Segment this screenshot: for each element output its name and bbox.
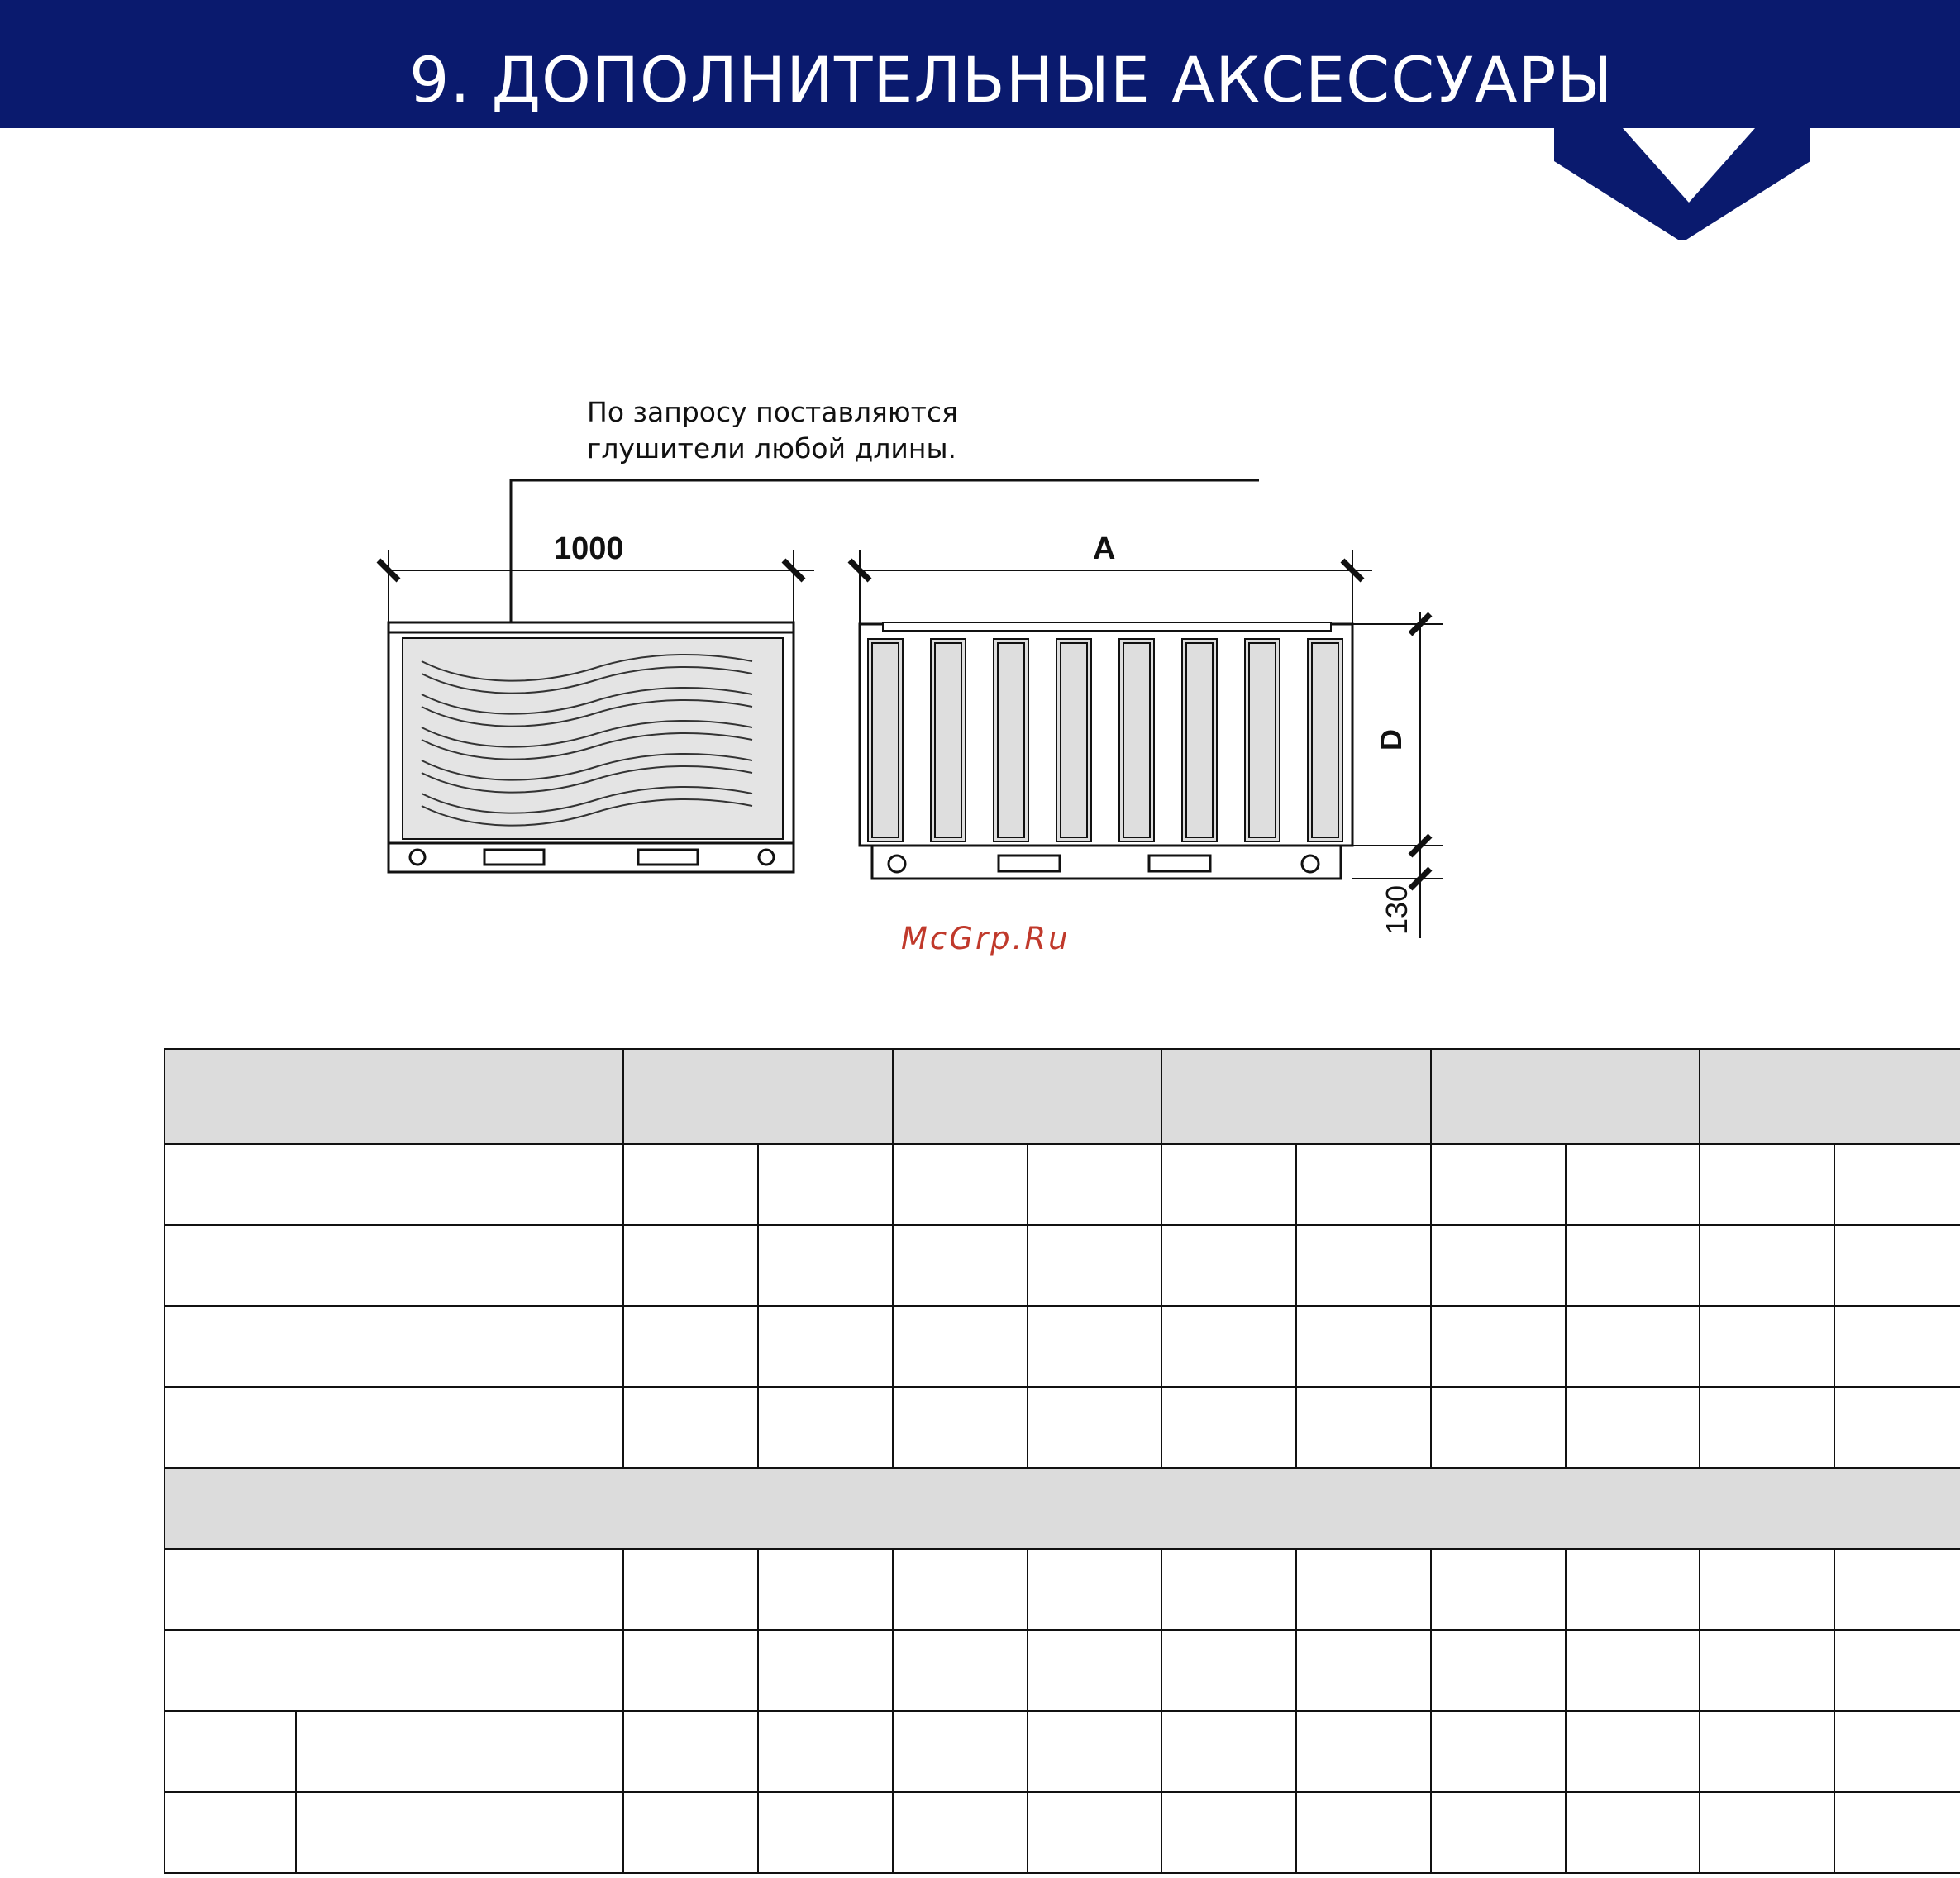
table-cell (165, 1549, 623, 1630)
table-row (165, 1711, 1960, 1792)
table-section-band (165, 1468, 1960, 1549)
table-cell (165, 1711, 296, 1792)
table-cell (165, 1630, 623, 1711)
table-row (165, 1144, 1960, 1225)
table-cell (296, 1792, 623, 1873)
watermark: McGrp.Ru (901, 921, 1071, 956)
table-row (165, 1306, 1960, 1387)
table-header-row (165, 1049, 1960, 1144)
table-header-cell (1431, 1049, 1700, 1144)
table-section-cell (165, 1468, 1960, 1549)
table-header-cell (623, 1049, 893, 1144)
table-row (165, 1225, 1960, 1306)
table-row (165, 1630, 1960, 1711)
dimension-length-label: 1000 (554, 531, 624, 566)
spec-table (164, 1048, 1960, 1874)
table-header-cell (893, 1049, 1162, 1144)
drawing-note: По запросу поставляются глушители любой длины. (587, 396, 958, 465)
table-cell (165, 1792, 296, 1873)
table-cell (165, 1144, 623, 1225)
dimension-base-label: 130 (1380, 884, 1414, 936)
table-row (165, 1792, 1960, 1873)
section-title: 9. ДОПОЛНИТЕЛЬНЫЕ АКСЕССУАРЫ (409, 43, 1614, 117)
table-cell (165, 1306, 623, 1387)
table-cell (165, 1225, 623, 1306)
table-header-cell (1161, 1049, 1431, 1144)
table-cell (165, 1387, 623, 1468)
table-row (165, 1387, 1960, 1468)
table-header-cell (165, 1049, 623, 1144)
dimension-d-label: D (1374, 729, 1408, 751)
table-row (165, 1549, 1960, 1630)
table-cell (296, 1711, 623, 1792)
table-header-cell (1700, 1049, 1960, 1144)
dimension-a-label: A (1093, 531, 1116, 566)
